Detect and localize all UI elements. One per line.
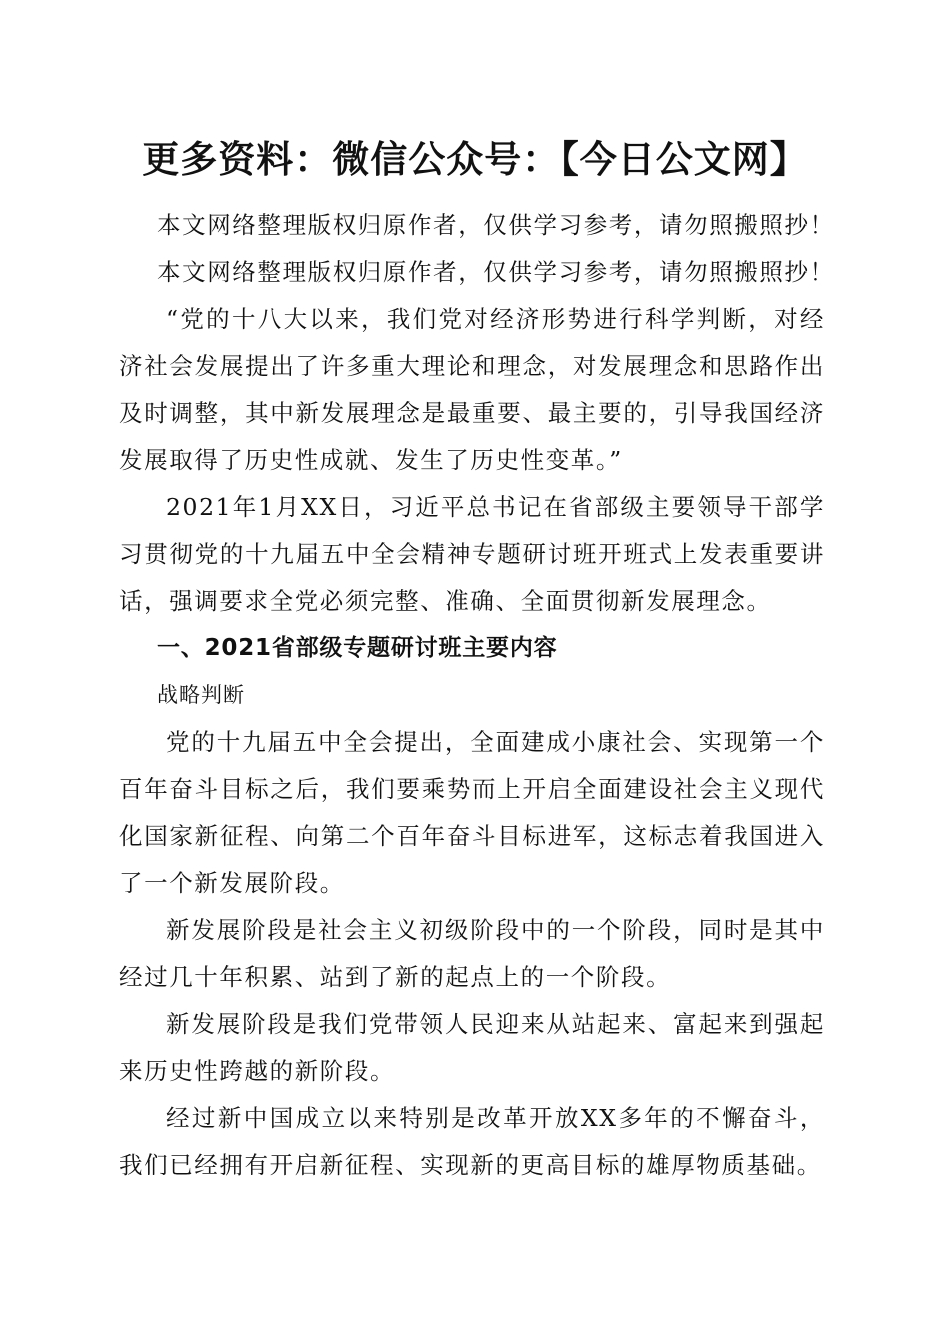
document-body bbox=[119, 202, 835, 1189]
page-title: 更多资料：微信公众号：【今日公文网】 bbox=[142, 138, 808, 181]
copyright-notice: 本文网络整理版权归原作者，仅供学习参考，请勿照搬照抄！ bbox=[157, 258, 835, 286]
subheading: 战略判断 bbox=[157, 683, 245, 707]
body-paragraph: 新发展阶段是我们党带领人民迎来从站起来、富起来到强起来历史性跨越的新阶段。 bbox=[119, 1010, 825, 1085]
speech-paragraph: 2021年1月XX日，习近平总书记在省部级主要领导干部学习贯彻党的十九届五中全会精神专题研讨班开班式上发表重要讲话，强调要求全党必须完整、准确、全面贯彻新发展理念。 bbox=[119, 493, 825, 615]
quote-paragraph: “党的十八大以来，我们党对经济形势进行科学判断，对经济社会发展提出了许多重大理论和理念，对发展理念和思路作出及时调整，其中新发展理念是最重要、最主要的，引导我国经济发展取得了历史性成就、发生了历史性变革。” bbox=[119, 305, 825, 474]
section-heading: 一、2021省部级专题研讨班主要内容 bbox=[157, 635, 558, 661]
body-paragraph: 经过新中国成立以来特别是改革开放XX多年的不懈奋斗，我们已经拥有开启新征程、实现新的更高目标的雄厚物质基础。 bbox=[119, 1104, 825, 1179]
body-paragraph: 党的十九届五中全会提出，全面建成小康社会、实现第一个百年奋斗目标之后，我们要乘势而上开启全面建设社会主义现代化国家新征程、向第二个百年奋斗目标进军，这标志着我国进入了一个新发展阶段。 bbox=[119, 728, 825, 897]
copyright-notice: 本文网络整理版权归原作者，仅供学习参考，请勿照搬照抄！ bbox=[157, 211, 835, 239]
body-paragraph: 新发展阶段是社会主义初级阶段中的一个阶段，同时是其中经过几十年积累、站到了新的起点上的一个阶段。 bbox=[119, 916, 825, 991]
